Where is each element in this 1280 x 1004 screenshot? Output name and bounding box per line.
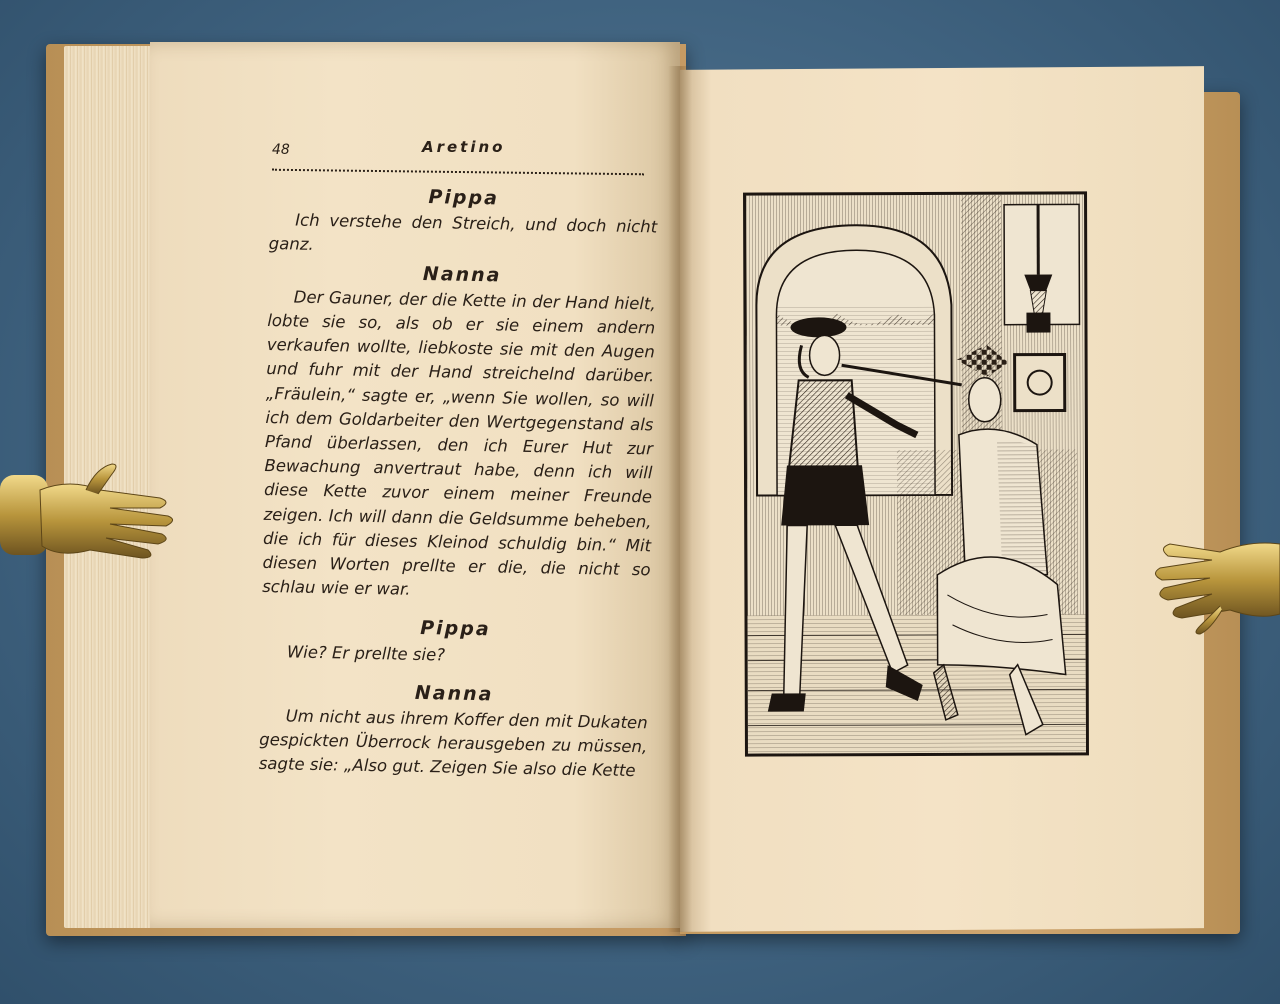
speaker-label: Nanna	[422, 262, 502, 287]
dialogue-paragraph: Wie? Er prellte sie?	[286, 642, 446, 665]
book-gutter	[668, 66, 692, 932]
running-head	[272, 138, 644, 162]
engraving-illustration	[743, 191, 1089, 756]
speaker-label: Pippa	[428, 186, 500, 210]
dialogue-text	[259, 180, 658, 784]
brass-hand-clip-right	[1150, 530, 1280, 640]
page-number: 48	[272, 142, 290, 158]
running-title: Aretino	[422, 138, 506, 156]
dialogue-paragraph: Ich verstehe den Streich, und doch nicht ganz.	[268, 210, 658, 255]
brass-hand-clip-left	[0, 450, 180, 580]
speaker-label: Pippa	[419, 617, 491, 641]
speaker-label: Nanna	[414, 681, 494, 706]
dialogue-paragraph: Um nicht aus ihrem Koffer den mit Dukaten gespickten Überrock herausgeben zu müssen, sagte sie: „Also gut. Zeigen Sie also die Kette	[258, 706, 648, 781]
dialogue-paragraph: Der Gauner, der die Kette in der Hand hielt, lobte sie so, als ob er sie einem andern verkaufen wollte, liebkoste sie mit den Augen und fuhr mit der Hand streichelnd darüber. „Fräulein,“ sagte er, „wenn Sie wollen, so will ich dem Goldarbeiter den Wertgegenstand als Pfand überlassen, den ich Eurer Hut zur Bewachung anvertraut habe, denn ich will diese Kette zuvor einem meiner Freunde zeigen. Ich will dann die Geldsumme beheben, die ich für dieses Kleinod schuldig bin.“ Mit diesen Worten prellte er die, die nicht so schlau wie er war.	[262, 287, 656, 600]
